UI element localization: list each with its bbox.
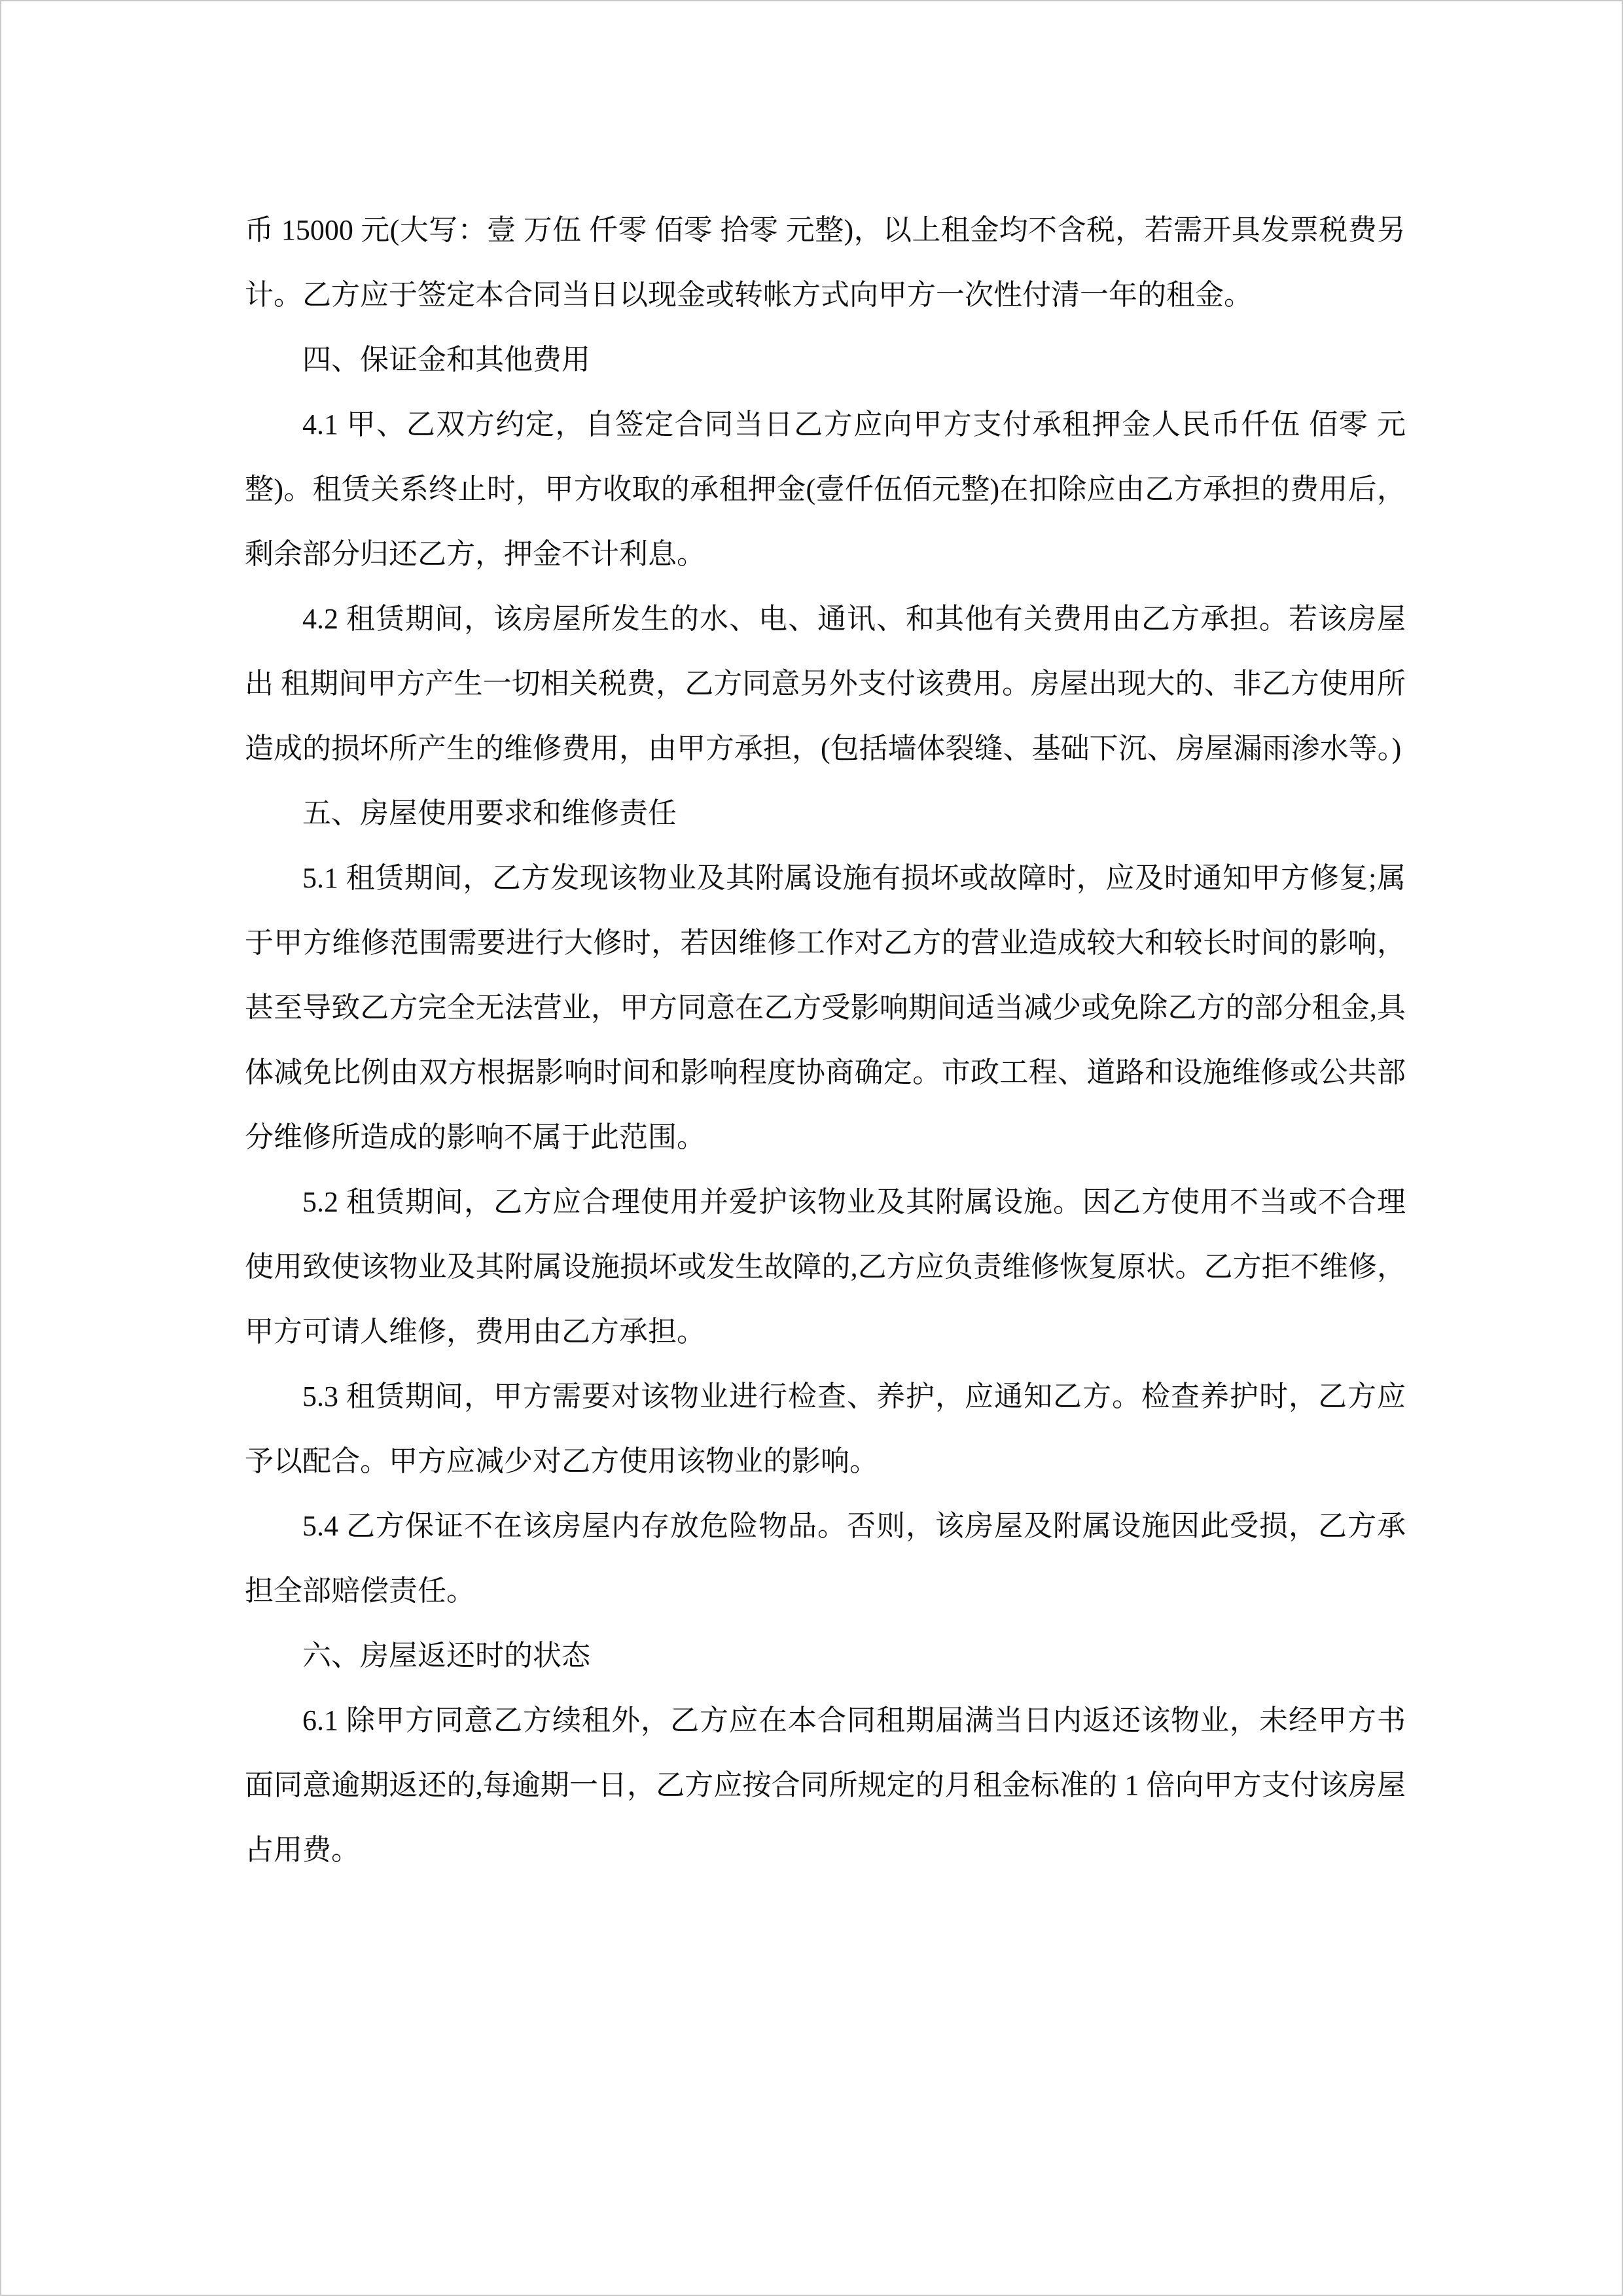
section-heading-6-return-condition: 六、房屋返还时的状态 — [302, 1640, 590, 1672]
section-heading-4-deposit-and-fees: 四、保证金和其他费用 — [302, 344, 590, 376]
clause-6-1-return-of-premises: 6.1 除甲方同意乙方续租外，乙方应在本合同租期届满当日内返还该物业，未经甲方书面同意逾期返还的,每逾期一日，乙方应按合同所规定的月租金标准的 1 倍向甲方支付该房屋占用费。 — [245, 1704, 1406, 1866]
clause-5-3-inspection: 5.3 租赁期间，甲方需要对该物业进行检查、养护，应通知乙方。检查养护时，乙方应予以配合。甲方应减少对乙方使用该物业的影响。 — [245, 1380, 1406, 1477]
section-heading-5-usage-and-maintenance: 五、房屋使用要求和维修责任 — [302, 797, 677, 829]
clause-4-1-deposit: 4.1 甲、乙双方约定，自签定合同当日乙方应向甲方支付承租押金人民币仟伍 佰零 元整)。租赁关系终止时，甲方收取的承租押金(壹仟伍佰元整)在扣除应由乙方承担的费用后，剩余部分归还乙方，押金不计利息。 — [245, 408, 1406, 570]
clause-4-2-utilities-and-repairs: 4.2 租赁期间，该房屋所发生的水、电、通讯、和其他有关费用由乙方承担。若该房屋出 租期间甲方产生一切相关税费，乙方同意另外支付该费用。房屋出现大的、非乙方使用所造成的损坏所产生的维修费用，由甲方承担，(包括墙体裂缝、基础下沉、房屋漏雨渗水等。) — [245, 603, 1406, 764]
clause-5-2-reasonable-use: 5.2 租赁期间，乙方应合理使用并爱护该物业及其附属设施。因乙方使用不当或不合理使用致使该物业及其附属设施损坏或发生故障的,乙方应负责维修恢复原状。乙方拒不维修，甲方可请人维修，费用由乙方承担。 — [245, 1186, 1406, 1348]
contract-body — [245, 198, 1406, 1882]
para-rent-payment-continuation: 币 15000 元(大写：壹 万伍 仟零 佰零 拾零 元整)，以上租金均不含税，若需开具发票税费另计。乙方应于签定本合同当日以现金或转帐方式向甲方一次性付清一年的租金。 — [245, 214, 1406, 311]
clause-5-4-dangerous-goods: 5.4 乙方保证不在该房屋内存放危险物品。否则，该房屋及附属设施因此受损，乙方承担全部赔偿责任。 — [245, 1510, 1406, 1607]
clause-5-1-repair-notice: 5.1 租赁期间，乙方发现该物业及其附属设施有损坏或故障时，应及时通知甲方修复;属于甲方维修范围需要进行大修时，若因维修工作对乙方的营业造成较大和较长时间的影响，甚至导致乙方完全无法营业，甲方同意在乙方受影响期间适当减少或免除乙方的部分租金,具体减免比例由双方根据影响时间和影响程度协商确定。市政工程、道路和设施维修或公共部分维修所造成的影响不属于此范围。 — [245, 862, 1406, 1153]
